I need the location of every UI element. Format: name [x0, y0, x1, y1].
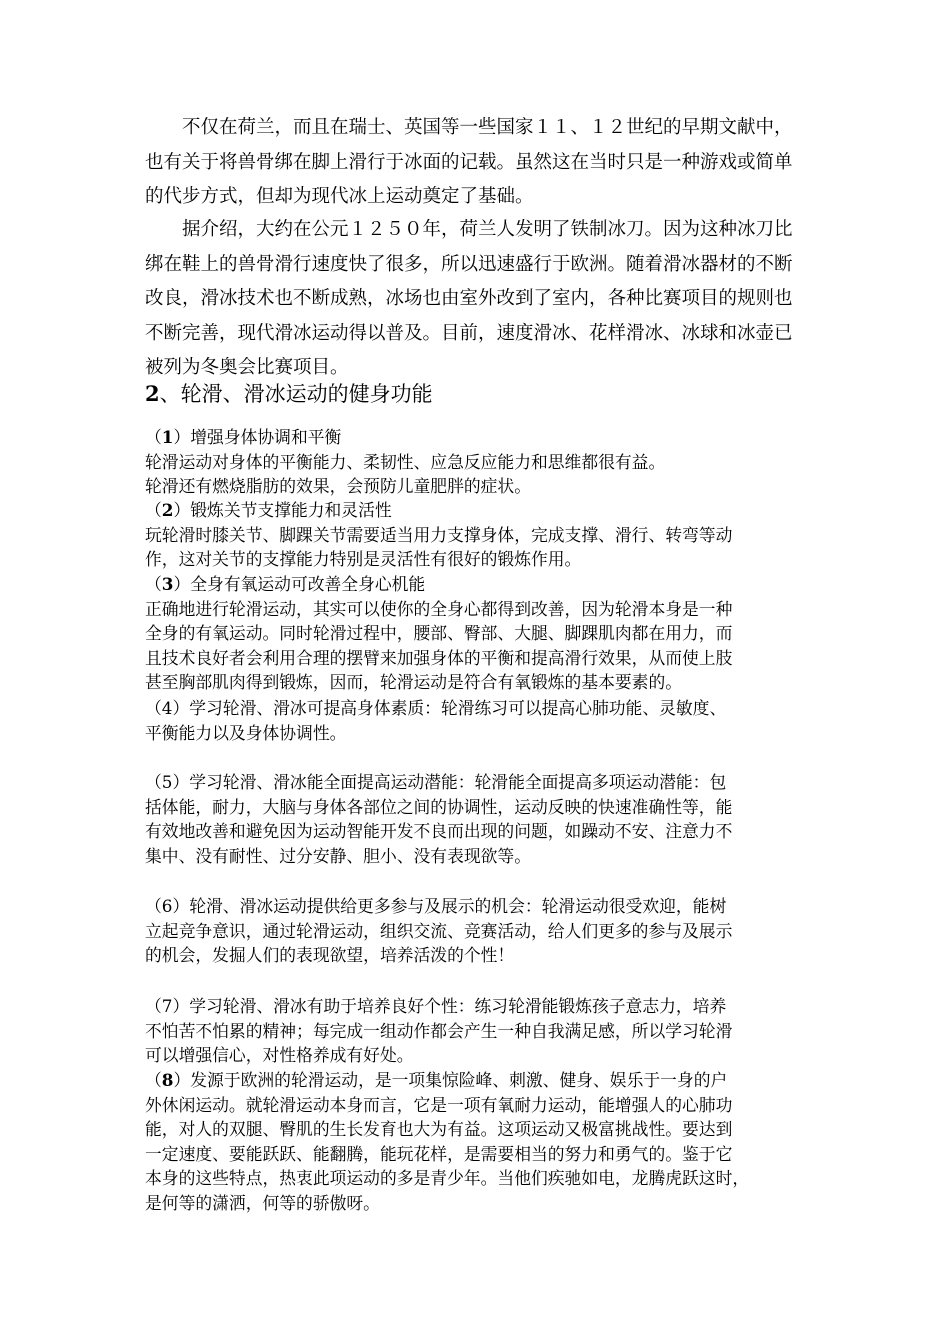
text-line: 的代步方式，但却为现代冰上运动奠定了基础。	[145, 186, 534, 207]
text-line: 轮滑还有燃烧脂肪的效果，会预防儿童肥胖的症状。	[145, 476, 531, 496]
subsection-1	[145, 425, 810, 499]
heading-text: 、轮滑、滑冰运动的健身功能	[159, 382, 433, 406]
text-line: 可以增强信心，对性格养成有好处。	[145, 1045, 414, 1065]
text-line: 不仅在荷兰，而且在瑞士、英国等一些国家１１、１２世纪的早期文献中，	[182, 117, 793, 138]
subsection-title: （1）增强身体协调和平衡	[145, 427, 342, 447]
text-line: 集中、没有耐性、过分安静、胆小、没有表现欲等。	[145, 845, 531, 866]
text-line: 有效地改善和避免因为运动智能开发不良而出现的问题，如躁动不安、注意力不	[145, 821, 733, 841]
subsection-first-line: （8）发源于欧洲的轮滑运动，是一项集惊险峰、刺激、健身、娱乐于一身的户	[145, 1070, 728, 1090]
text-line: （6）轮滑、滑冰运动提供给更多参与及展示的机会：轮滑运动很受欢迎，能树	[145, 896, 727, 916]
subsection-6	[145, 894, 810, 968]
subsection-3	[145, 572, 810, 695]
text-line: 立起竞争意识，通过轮滑运动，组织交流、竞赛活动，给人们更多的参与及展示	[145, 920, 733, 941]
text-line: 绑在鞋上的兽骨滑行速度快了很多，所以迅速盛行于欧洲。随着滑冰器材的不断	[145, 253, 793, 275]
text-line: 作，这对关节的支撑能力特别是灵活性有很好的锻炼作用。	[145, 549, 582, 569]
text-line: 且技术良好者会利用合理的摆臂来加强身体的平衡和提高滑行效果，从而使上肢	[145, 647, 733, 668]
text-line: 不怕苦不怕累的精神；每完成一组动作都会产生一种自我满足感，所以学习轮滑	[145, 1020, 733, 1041]
text-line: 玩轮滑时膝关节、脚踝关节需要适当用力支撑身体，完成支撑、滑行、转弯等动	[145, 524, 733, 545]
text-line: （5）学习轮滑、滑冰能全面提高运动潜能：轮滑能全面提高多项运动潜能：包	[145, 772, 727, 792]
text-line: 也有关于将兽骨绑在脚上滑行于冰面的记载。虽然这在当时只是一种游戏或简单	[145, 151, 793, 173]
subsection-4	[145, 696, 810, 745]
text-line: 轮滑运动对身体的平衡能力、柔韧性、应急反应能力和思维都很有益。	[145, 451, 666, 472]
text-line: （4）学习轮滑、滑冰可提高身体素质：轮滑练习可以提高心肺功能、灵敏度、	[145, 698, 727, 718]
subsection-title: （2）锻炼关节支撑能力和灵活性	[145, 500, 392, 520]
text-line: 的机会，发掘人们的表现欲望，培养活泼的个性！	[145, 945, 515, 965]
text-line: 不断完善，现代滑冰运动得以普及。目前，速度滑冰、花样滑冰、冰球和冰壶已	[145, 322, 793, 344]
text-line: 是何等的潇洒，何等的骄傲呀。	[145, 1192, 380, 1213]
text-line: 被列为冬奥会比赛项目。	[145, 357, 349, 378]
subsection-7	[145, 994, 810, 1068]
text-line: 改良，滑冰技术也不断成熟，冰场也由室外改到了室内，各种比赛项目的规则也	[145, 288, 793, 309]
text-line: 括体能，耐力，大脑与身体各部位之间的协调性，运动反映的快速准确性等，能	[145, 796, 733, 817]
intro-paragraph-2	[145, 213, 807, 386]
section-heading	[145, 378, 433, 408]
subsection-title: （3）全身有氧运动可改善全身心机能	[145, 574, 426, 594]
text-line: 一定速度、要能跃跃、能翻腾，能玩花样，是需要相当的努力和勇气的。鉴于它	[145, 1143, 733, 1164]
subsection-8	[145, 1068, 810, 1215]
subsection-2	[145, 498, 810, 572]
text-line: 正确地进行轮滑运动，其实可以使你的全身心都得到改善，因为轮滑本身是一种	[145, 598, 733, 619]
text-line: 甚至胸部肌肉得到锻炼，因而，轮滑运动是符合有氧锻炼的基本要素的。	[145, 672, 683, 692]
text-line: 据介绍，大约在公元１２５０年，荷兰人发明了铁制冰刀。因为这种冰刀比	[182, 219, 793, 240]
intro-paragraph-1	[145, 111, 807, 215]
text-line: 能，对人的双腿、臀肌的生长发育也大为有益。这项运动又极富挑战性。要达到	[145, 1119, 733, 1139]
text-line: （7）学习轮滑、滑冰有助于培养良好个性：练习轮滑能锻炼孩子意志力，培养	[145, 996, 727, 1016]
text-line: 平衡能力以及身体协调性。	[145, 722, 347, 743]
heading-number: 2	[145, 381, 160, 406]
text-line: 外休闲运动。就轮滑运动本身而言，它是一项有氧耐力运动，能增强人的心肺功	[145, 1094, 733, 1115]
subsection-5	[145, 770, 810, 868]
text-line: 本身的这些特点，热衷此项运动的多是青少年。当他们疾驰如电，龙腾虎跃这时，	[145, 1168, 750, 1188]
text-line: 全身的有氧运动。同时轮滑过程中，腰部、臀部、大腿、脚踝肌肉都在用力，而	[145, 623, 733, 643]
